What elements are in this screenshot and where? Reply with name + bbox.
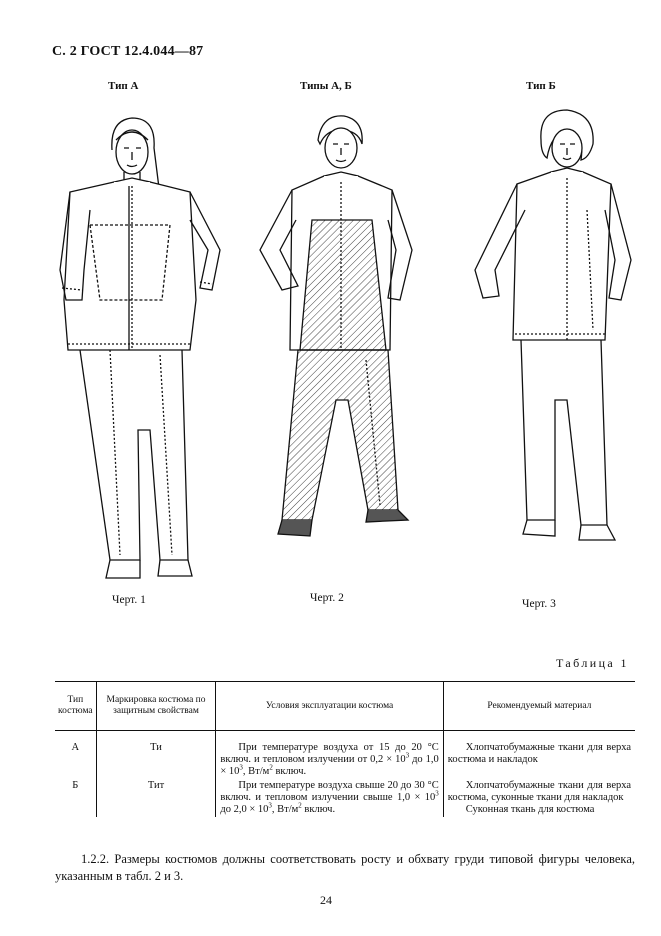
header-marking: Маркировка костюма по защитным свойствам <box>96 682 216 731</box>
header-suit-type: Тип костюма <box>55 682 96 731</box>
figure-3-type-label: Тип Б <box>526 80 556 92</box>
cell-type: А <box>71 742 80 753</box>
cell-conditions: При температуре воздуха от 15 до 20 °С включ. и тепловом излучении от $0,2 \times 10^3$ до $1,0 \times 10^3$, $Вт/м^2$ включ. <box>216 741 443 779</box>
page-number: 24 <box>320 893 332 907</box>
figure-1-type-label: Тип А <box>108 80 139 92</box>
cell-material: Хлопчатобумажные ткани для верха костюма и накладок <box>443 741 635 779</box>
body-paragraph: 1.2.2. Размеры костюмов должны соответствовать росту и обхвату груди типовой фигуры человека, указанным в табл. 2 и 3. <box>55 852 635 883</box>
figure-3-caption: Черт. 3 <box>522 598 556 610</box>
figure-1-suit-drawing <box>40 100 230 590</box>
cell-type: Б <box>72 780 79 791</box>
cell-conditions: При температуре воздуха свыше 20 до 30 °С включ. и тепловом излучении свыше $1,0 \times 10^3$ до $2,0 \times 10^3$, $Вт/м^2$ включ. <box>216 779 443 817</box>
figure-2-caption: Черт. 2 <box>310 592 344 604</box>
table-row <box>55 741 635 779</box>
cell-material: Хлопчатобумажные ткани для верха костюма, суконные ткани для накладок Суконная ткань для костюма <box>443 779 635 817</box>
header-conditions: Условия эксплуатации костюма <box>216 682 443 731</box>
table-row <box>55 779 635 817</box>
figure-3-suit-drawing <box>455 100 645 570</box>
header-material: Рекомендуемый материал <box>443 682 635 731</box>
page-header: С. 2 ГОСТ 12.4.044—87 <box>52 44 204 59</box>
cell-marking: Ти <box>96 741 216 779</box>
figure-2-type-label: Типы А, Б <box>300 80 352 92</box>
table-header-row <box>55 682 635 731</box>
figure-2-suit-drawing <box>240 100 430 570</box>
cell-marking: Тит <box>96 779 216 817</box>
figure-1-caption: Черт. 1 <box>112 594 146 606</box>
table-title: Таблица 1 <box>556 656 629 670</box>
specification-table <box>55 681 635 817</box>
